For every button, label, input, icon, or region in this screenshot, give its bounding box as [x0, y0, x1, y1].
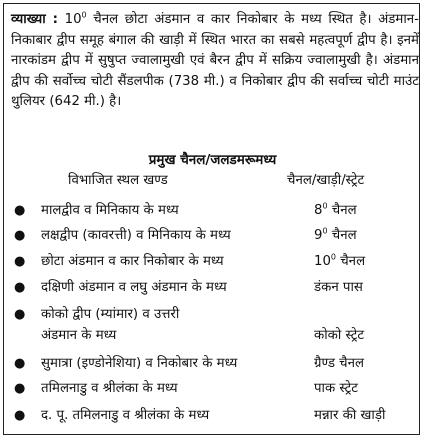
region-cell: द. पू. तमिलनाडु व श्रीलंका के मध्य — [41, 408, 210, 423]
region-cell: मालद्वीव व मिनिकाय के मध्य — [41, 203, 179, 218]
table-title: प्रमुख चैनल/जलडमरूमध्य — [148, 152, 277, 168]
region-cell: दक्षिणी अंडमान व लघु अंडमान के मध्य — [41, 280, 227, 295]
bullet-icon: ● — [14, 408, 26, 423]
bullet-icon: ● — [14, 228, 26, 243]
region-cell: अंडमान के मध्य — [41, 328, 117, 343]
channel-cell: पाक स्ट्रेट — [314, 381, 359, 396]
bullet-icon: ● — [14, 280, 26, 295]
region-cell: कोको द्वीप (म्यांमार) व उत्तरी — [41, 307, 180, 322]
region-cell: तमिलनाडु व श्रीलंका के मध्य — [41, 381, 178, 396]
column-header-channel: चैनल/खाड़ी/स्ट्रेट — [287, 173, 365, 188]
channel-cell: $9^0$ चैनल — [314, 226, 357, 243]
explanation-label: व्याख्या : — [11, 12, 58, 27]
explanation-text: चैनल छोटा अंडमान व कार निकोबार के मध्य स्थित है। अंडमान-निकाबार द्वीप समूह बंगाल की खाड़ी में स्थित भारत का सबसे महत्वपूर्ण द्वीप है। इनमें नारकांडम द्वीप में सुषुप्त ज्वालामुखी एवं बैरन द्वीप में सक्रिय ज्वालामुखी है। अंडमान द्वीप की सर्वोच्च चोटी सैंडलपीक (738 मी.) व निकोबार द्वीप की सर्वाच्च चोटी माउंट थुलियर (642 मी.) है। — [11, 12, 419, 110]
bullet-icon: ● — [14, 307, 26, 322]
channel-cell: कोको स्ट्रेट — [314, 328, 365, 343]
region-cell: लक्षद्वीप (कावरत्ती) व मिनिकाय के मध्य — [41, 228, 231, 243]
bullet-icon: ● — [14, 381, 26, 396]
degree-sup: 0 — [81, 10, 87, 20]
channel-cell: मन्नार की खाड़ी — [314, 408, 386, 423]
content-box — [3, 3, 420, 435]
bullet-icon: ● — [14, 254, 26, 269]
explanation-paragraph — [11, 10, 419, 113]
bullet-icon: ● — [14, 203, 26, 218]
channel-cell: ग्रैण्ड चैनल — [314, 356, 364, 371]
column-header-region: विभाजित स्थल खण्ड — [68, 173, 168, 188]
channel-cell: डंकन पास — [314, 280, 363, 295]
channel-cell: $10^0$ चैनल — [314, 252, 366, 269]
region-cell: छोटा अंडमान व कार निकोबार के मध्य — [41, 254, 224, 269]
channel-cell: $8^0$ चैनल — [314, 201, 357, 218]
bullet-icon: ● — [14, 356, 26, 371]
region-cell: सुमात्रा (इण्डोनेशिया) व निकोबार के मध्य — [41, 356, 238, 371]
channel-number: 10 — [57, 12, 82, 27]
